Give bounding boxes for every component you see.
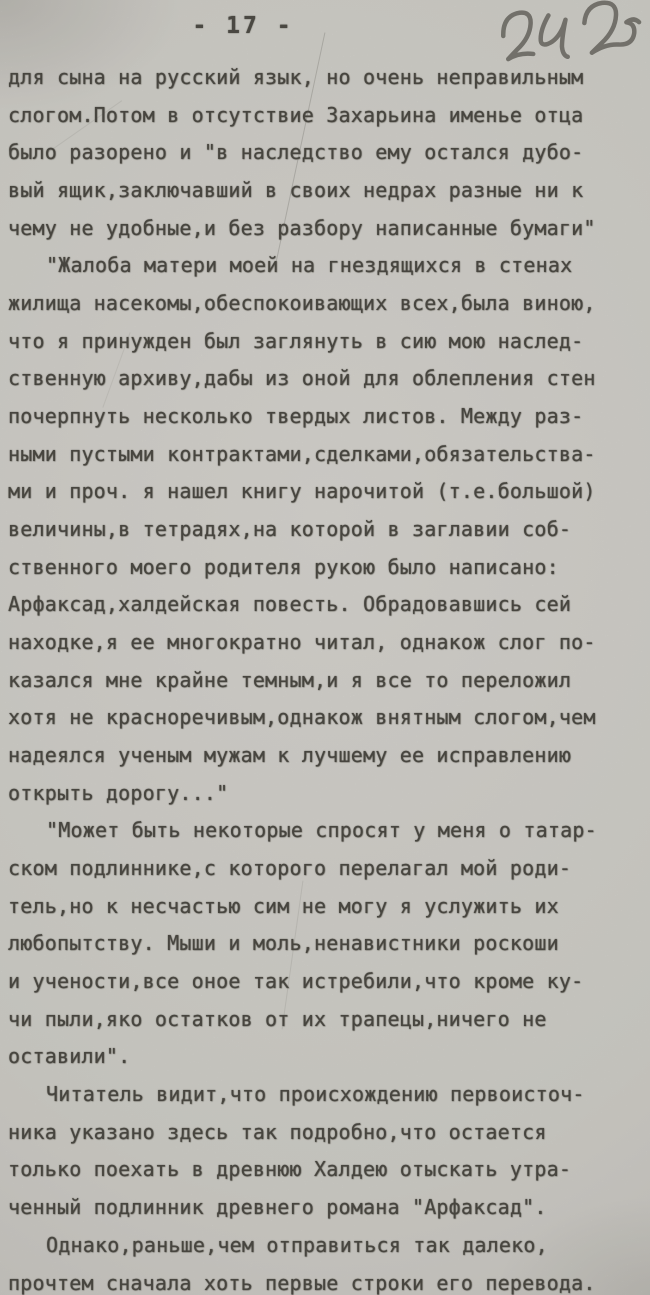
text-line: чи пыли,яко остатков от их трапецы,ничего не: [8, 1006, 547, 1031]
text-line: слогом.Потом в отсутствие Захарьина именье отца: [8, 102, 584, 127]
typescript-text: [8, 59, 644, 1295]
paragraph-3: [8, 812, 644, 1076]
text-line: ными пустыми контрактами,сделками,обязательства-: [8, 441, 596, 466]
paragraph-5: [8, 1227, 644, 1295]
text-line: Читатель видит,что происхождению первоисточ-: [46, 1082, 585, 1107]
text-line: было разорено и "в наследство ему остался дубо-: [8, 140, 584, 165]
text-line: Арфаксад,халдейская повесть. Обрадовавшись сей: [8, 592, 572, 617]
text-line: величины,в тетрадях,на которой в заглавии соб-: [8, 517, 572, 542]
text-line: ника указано здесь так подробно,что остается: [8, 1119, 547, 1144]
paragraph-4: [8, 1076, 644, 1227]
text-line: ственного моего родителя рукою было написано:: [8, 554, 559, 579]
text-line: ченный подлинник древнего романа "Арфаксад".: [8, 1195, 547, 1220]
paragraph-2: [8, 247, 644, 812]
text-line: ском подлиннике,с которого перелагал мой роди-: [8, 856, 572, 881]
text-line: тель,но к несчастью сим не могу я услужить их: [8, 893, 559, 918]
text-line: и учености,все оное так истребили,что кроме ку-: [8, 969, 584, 994]
text-line: оставили".: [8, 1044, 131, 1069]
page-number: - 17 -: [192, 13, 294, 39]
text-line: только поехать в древнюю Халдею отыскать утра-: [8, 1157, 572, 1182]
text-line: "Жалоба матери моей на гнездящихся в стенах: [46, 253, 573, 278]
text-line: ственную архиву,дабы из оной для облепления стен: [8, 366, 596, 391]
text-line: прочтем сначала хоть первые строки его перевода.: [8, 1270, 596, 1295]
text-line: открыть дорогу...": [8, 780, 229, 805]
text-line: надеялся ученым мужам к лучшему ее исправлению: [8, 743, 572, 768]
text-line: Однако,раньше,чем отправиться так далеко,: [46, 1232, 548, 1257]
text-line: вый ящик,заключавший в своих недрах разные ни к: [8, 178, 584, 203]
text-line: чему не удобные,и без разбору написанные бумаги": [8, 215, 596, 240]
paragraph-1: [8, 59, 644, 247]
text-line: любопытству. Мыши и моль,ненавистники роскоши: [8, 931, 559, 956]
text-line: что я принужден был заглянуть в сию мою наслед-: [8, 328, 584, 353]
text-line: хотя не красноречивым,однакож внятным слогом,чем: [8, 705, 596, 730]
text-line: для сына на русский язык, но очень неправильным: [8, 65, 584, 89]
text-line: казался мне крайне темным,и я все то переложил: [8, 667, 572, 692]
text-line: жилища насекомы,обеспокоивающих всех,была виною,: [8, 291, 596, 316]
text-line: ми и проч. я нашел книгу нарочитой (т.е.большой): [8, 479, 596, 504]
text-line: находке,я ее многократно читал, однакож слог по-: [8, 630, 596, 655]
text-line: почерпнуть несколько твердых листов. Между раз-: [8, 404, 584, 429]
text-line: "Может быть некоторые спросят у меня о татар-: [46, 818, 597, 843]
